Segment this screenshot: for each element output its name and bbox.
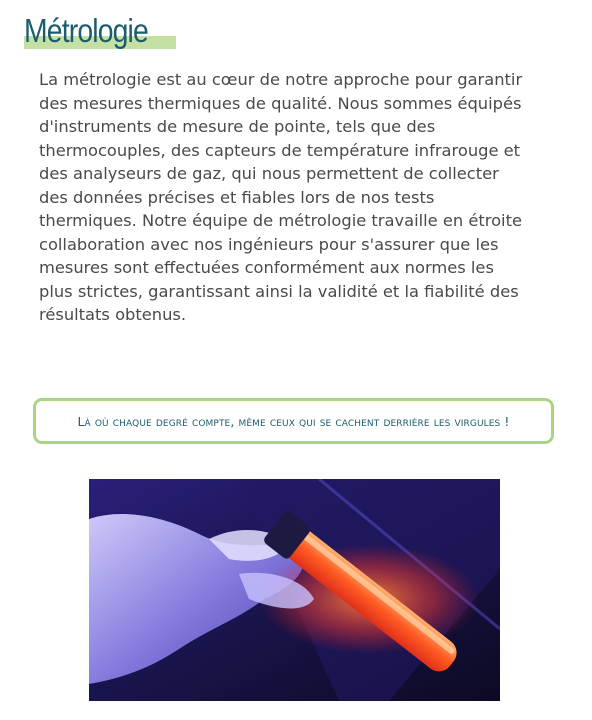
quote-text: Là où chaque degré compte, même ceux qui se cachent derrière les virgules ! bbox=[77, 413, 510, 429]
section-heading bbox=[24, 12, 184, 56]
section-paragraph: La métrologie est au cœur de notre approche pour garantir des mesures thermiques de qualité. Nous sommes équipés d'instruments de mesure de pointe, tels que des thermocouples, des capteurs de température infrarouge et des analyseurs de gaz, qui nous permettent de collecter des données précises et fiables lors de nos tests thermiques. Notre équipe de métrologie travaille en étroite collaboration avec nos ingénieurs pour s'assurer que les mesures sont effectuées conformément aux normes les plus strictes, garantissant ainsi la validité et la fiabilité des résultats obtenus. bbox=[39, 70, 523, 324]
page-title: Métrologie bbox=[24, 12, 148, 49]
uv-sample-photo bbox=[89, 479, 500, 701]
quote-box bbox=[33, 398, 554, 444]
